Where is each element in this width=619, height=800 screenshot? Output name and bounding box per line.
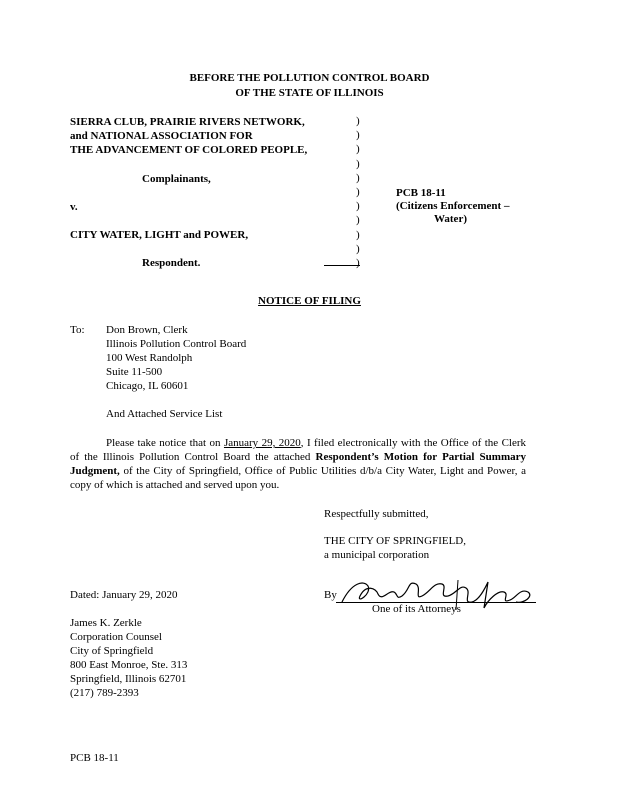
- case-type-line2: Water): [434, 213, 467, 225]
- addressee-line: 100 West Randolph: [106, 352, 193, 364]
- attorney-line: James K. Zerkle: [70, 617, 142, 629]
- by-label: By: [324, 589, 337, 601]
- body-text-2: , I filed electronically with the Office of the Clerk of the Illinois Pollution Control Board the attached: [70, 437, 527, 463]
- addressee-line: Don Brown, Clerk: [106, 324, 188, 336]
- entity-line2: a municipal corporation: [324, 549, 430, 561]
- addressee-line: Chicago, IL 60601: [106, 380, 189, 392]
- to-label: To:: [70, 324, 85, 336]
- complainant-line-2: and NATIONAL ASSOCIATION FOR: [70, 130, 253, 142]
- notice-body: [70, 436, 526, 492]
- court-header-line2: OF THE STATE OF ILLINOIS: [235, 87, 384, 99]
- page-footer: PCB 18-11: [70, 752, 119, 764]
- paren: ): [356, 200, 360, 213]
- attorney-line: Corporation Counsel: [70, 631, 162, 643]
- court-header-line1: BEFORE THE POLLUTION CONTROL BOARD: [189, 72, 430, 84]
- case-number: PCB 18-11: [396, 187, 446, 199]
- paren: ): [356, 228, 360, 241]
- complainant-line-1: SIERRA CLUB, PRAIRIE RIVERS NETWORK,: [70, 116, 305, 128]
- complainant-line-3: THE ADVANCEMENT OF COLORED PEOPLE,: [70, 144, 308, 156]
- attorney-line: 800 East Monroe, Ste. 313: [70, 659, 188, 671]
- attorneys-label: One of its Attorneys: [372, 603, 461, 615]
- attorney-line: (217) 789-2393: [70, 687, 139, 699]
- paren: ): [356, 214, 360, 227]
- paren: ): [356, 242, 360, 255]
- versus: v.: [70, 201, 78, 213]
- case-type-line1: (Citizens Enforcement –: [396, 200, 510, 212]
- addressee-line: Illinois Pollution Control Board: [106, 338, 247, 350]
- paren: ): [356, 157, 360, 170]
- entity-line1: THE CITY OF SPRINGFIELD,: [324, 535, 466, 547]
- dated-line: Dated: January 29, 2020: [70, 589, 178, 601]
- service-list-line: And Attached Service List: [106, 408, 223, 420]
- motion-title: Respondent’s Motion for Partial Summary Judgment,: [70, 451, 526, 477]
- attorney-line: City of Springfield: [70, 645, 154, 657]
- respondent-name: CITY WATER, LIGHT and POWER,: [70, 229, 249, 241]
- paren: ): [356, 143, 360, 156]
- paren: ): [356, 171, 360, 184]
- respondent-label: Respondent.: [142, 257, 201, 269]
- respectfully-submitted: Respectfully submitted,: [324, 508, 429, 520]
- notice-title: NOTICE OF FILING: [258, 295, 361, 307]
- attorney-line: Springfield, Illinois 62701: [70, 673, 187, 685]
- paren: ): [356, 115, 360, 127]
- paren: ): [356, 185, 360, 198]
- filing-date: January 29, 2020: [223, 437, 301, 449]
- body-text-3: of the City of Springfield, Office of Public Utilities d/b/a City Water, Light and Power, a copy of which is attached and served upon you.: [70, 465, 526, 491]
- paren: ): [356, 256, 360, 269]
- complainants-label: Complainants,: [142, 173, 211, 185]
- body-text-1: Please take notice that on: [106, 437, 224, 449]
- caption-paren-column: [356, 114, 364, 270]
- addressee-line: Suite 11-500: [106, 366, 163, 378]
- paren: ): [356, 129, 360, 142]
- caption-underline: [324, 265, 360, 266]
